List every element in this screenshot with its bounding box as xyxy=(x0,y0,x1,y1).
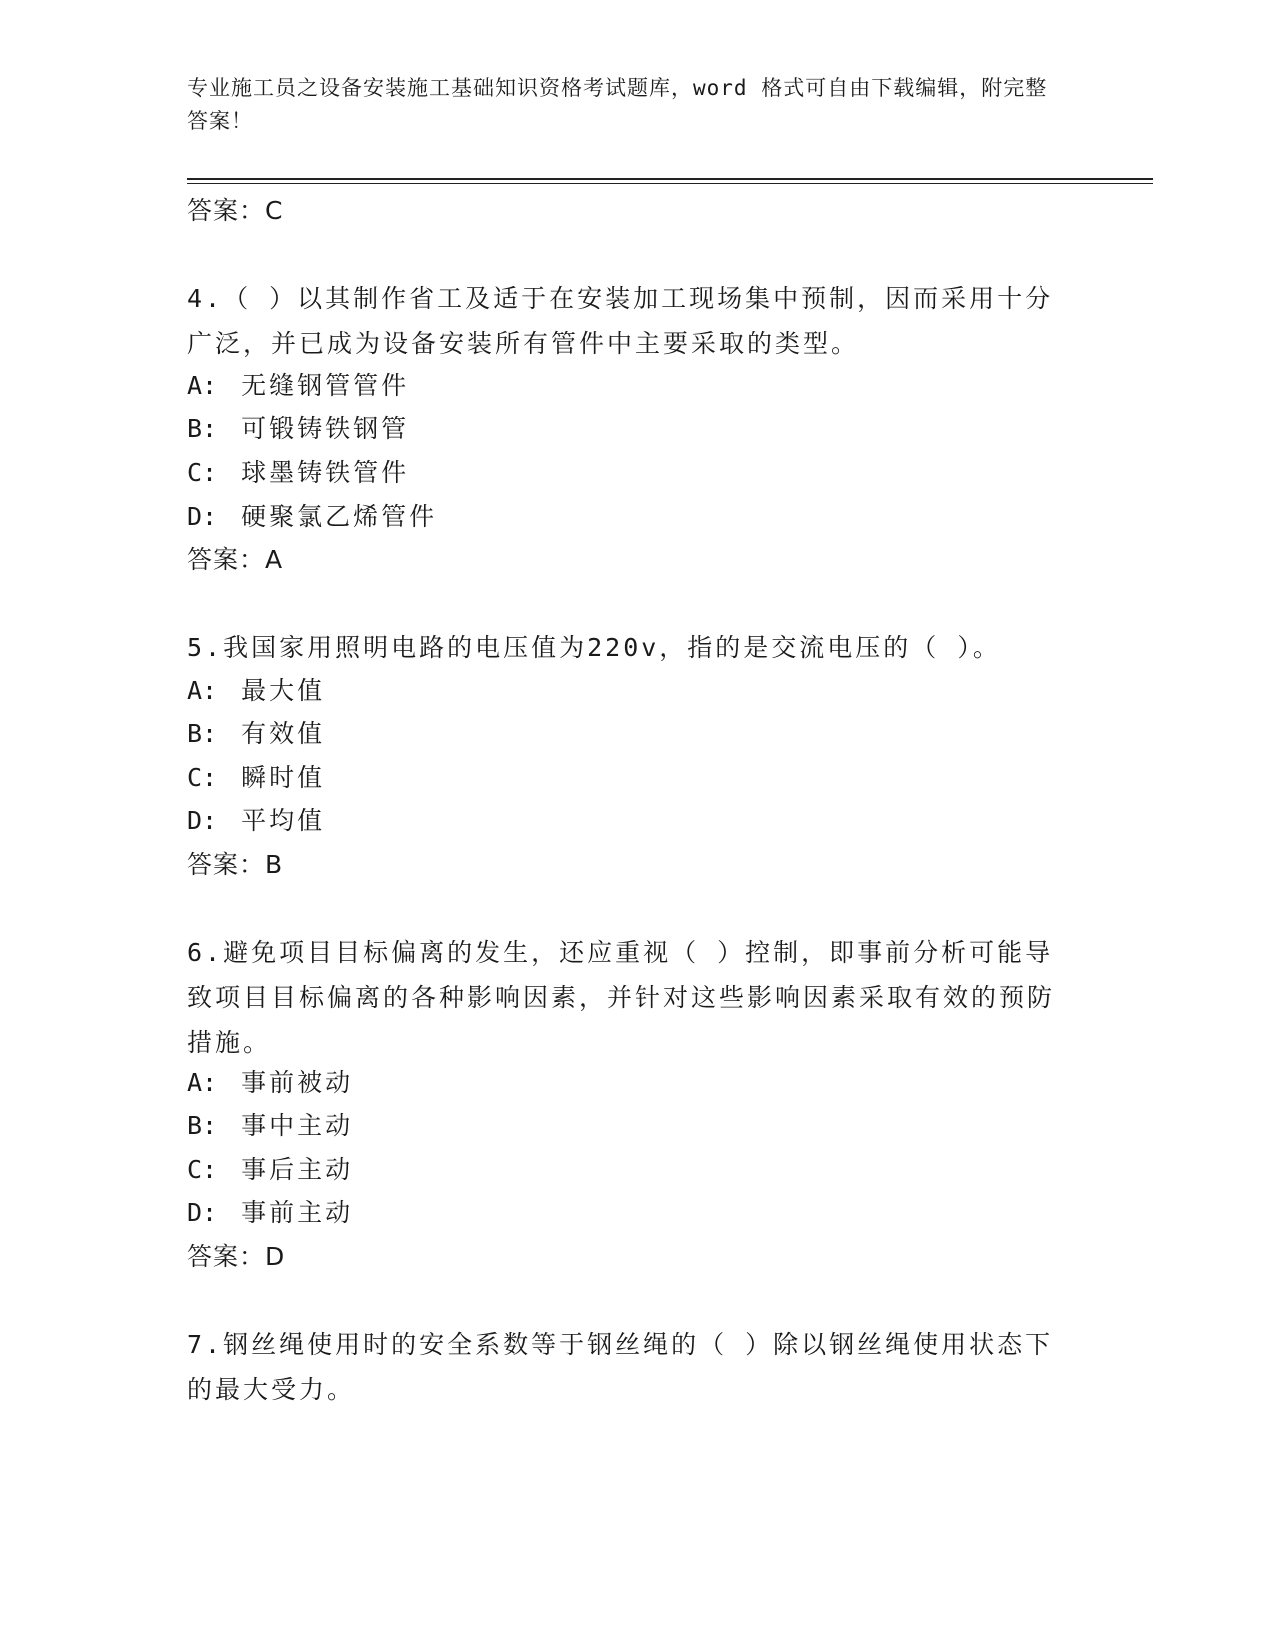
question-4-option-b xyxy=(187,412,409,446)
option-text: 硬聚氯乙烯管件 xyxy=(241,502,438,531)
option-letter: D: xyxy=(187,1198,218,1227)
option-letter: A: xyxy=(187,1068,218,1097)
question-5-option-d xyxy=(187,804,325,838)
question-6-option-a xyxy=(187,1066,353,1100)
option-text: 可锻铸铁钢管 xyxy=(241,414,410,443)
question-5-option-c xyxy=(187,761,325,795)
question-6-option-c xyxy=(187,1153,353,1187)
option-letter: C: xyxy=(187,1155,218,1184)
option-text: 平均值 xyxy=(241,806,326,835)
question-5-option-a xyxy=(187,674,325,708)
question-6-option-b xyxy=(187,1109,353,1143)
question-4-text: 4.（ ）以其制作省工及适于在安装加工现场集中预制，因而采用十分广泛，并已成为设备安装所有管件中主要采取的类型。 xyxy=(187,284,1054,358)
question-5-answer: 答案：B xyxy=(187,850,284,879)
question-4-option-c xyxy=(187,456,409,490)
option-letter: B: xyxy=(187,1111,218,1140)
question-4-option-a xyxy=(187,369,409,403)
option-text: 瞬时值 xyxy=(241,763,326,792)
question-7-text: 7.钢丝绳使用时的安全系数等于钢丝绳的（ ）除以钢丝绳使用状态下的最大受力。 xyxy=(187,1330,1054,1404)
option-text: 球墨铸铁管件 xyxy=(241,458,410,487)
option-text: 事前主动 xyxy=(241,1198,354,1227)
question-6-option-d xyxy=(187,1196,353,1230)
question-4-answer: 答案：A xyxy=(187,545,284,574)
option-text: 有效值 xyxy=(241,719,326,748)
option-letter: D: xyxy=(187,806,218,835)
option-letter: C: xyxy=(187,763,218,792)
option-text: 事后主动 xyxy=(241,1155,354,1184)
option-text: 最大值 xyxy=(241,676,326,705)
question-6-answer: 答案：D xyxy=(187,1242,286,1271)
option-text: 事中主动 xyxy=(241,1111,354,1140)
option-text: 无缝钢管管件 xyxy=(241,371,410,400)
header-rule-thick xyxy=(187,178,1153,180)
question-4-option-d xyxy=(187,500,437,534)
option-letter: A: xyxy=(187,676,218,705)
question-6-text: 6.避免项目目标偏离的发生，还应重视（ ）控制，即事前分析可能导致项目目标偏离的各种影响因素，并针对这些影响因素采取有效的预防措施。 xyxy=(187,938,1056,1057)
option-letter: C: xyxy=(187,458,218,487)
option-letter: B: xyxy=(187,414,218,443)
option-text: 事前被动 xyxy=(241,1068,354,1097)
question-5-text: 5.我国家用照明电路的电压值为220v，指的是交流电压的（ ）。 xyxy=(187,633,1001,662)
document-header: 专业施工员之设备安装施工基础知识资格考试题库，word 格式可自由下载编辑，附完整答案！ xyxy=(187,76,1048,133)
header-rule-thin xyxy=(187,183,1153,184)
option-letter: B: xyxy=(187,719,218,748)
option-letter: A: xyxy=(187,371,218,400)
previous-answer: 答案：C xyxy=(187,196,284,225)
question-5-option-b xyxy=(187,717,325,751)
option-letter: D: xyxy=(187,502,218,531)
